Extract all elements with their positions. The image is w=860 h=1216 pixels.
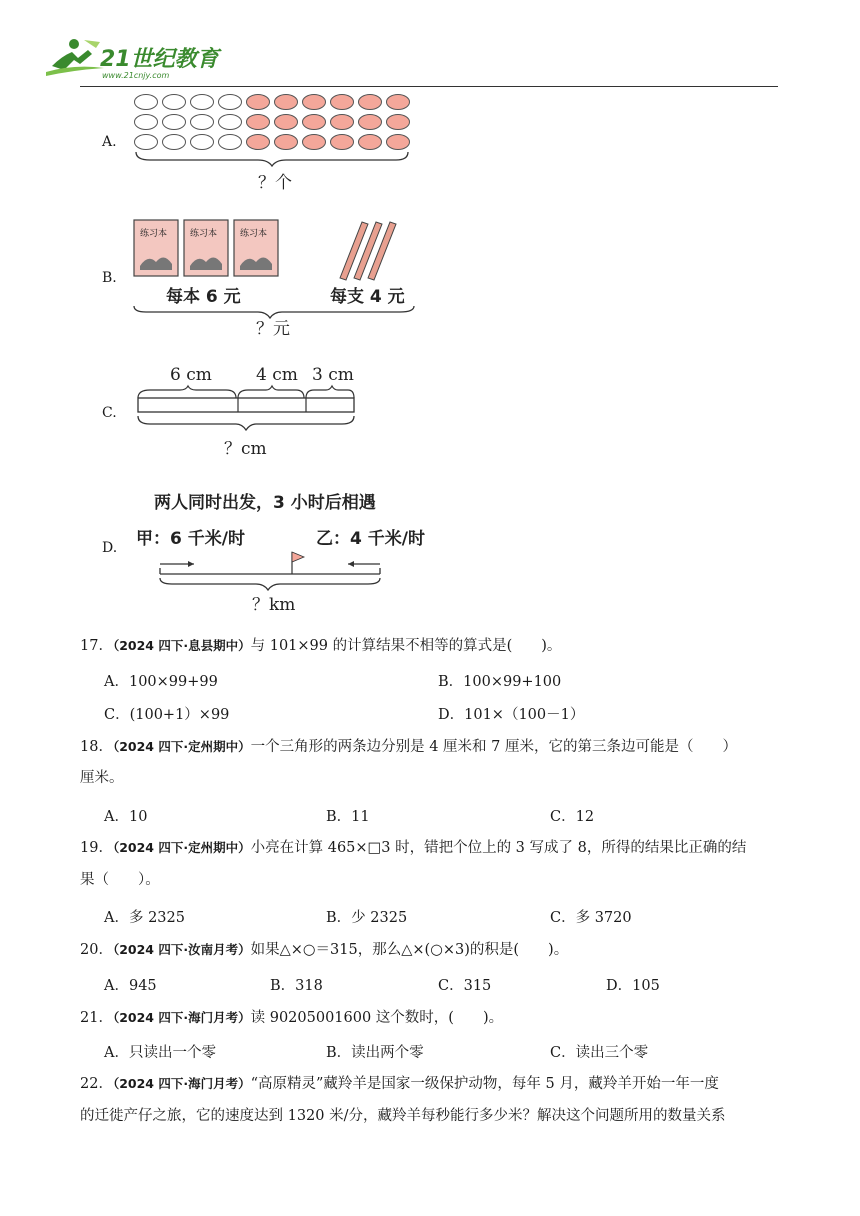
pencil-icon [340, 222, 396, 280]
empty-oval [135, 115, 158, 130]
question-text: 小亮在计算 465×□3 时，错把个位上的 3 写成了 8，所得的结果比正确的结 [250, 840, 747, 856]
figure-d-brace [160, 578, 380, 590]
question-text: “高原精灵”藏羚羊是国家一级保护动物，每年 5 月，藏羚羊开始一年一度 [250, 1076, 719, 1092]
question-number: 17． [80, 638, 113, 654]
question-19-continued: 果（ ）。 [80, 872, 160, 888]
question-source: （2024 四下·海门月考） [112, 1010, 251, 1025]
option-d[interactable]: D．105 [606, 978, 660, 994]
empty-oval [163, 115, 186, 130]
empty-oval [219, 115, 242, 130]
question-number: 21． [80, 1010, 113, 1026]
question-22-continued: 的迁徙产仔之旅，它的速度达到 1320 米/分，藏羚羊每秒能行多少米？解决这个问题所用的数量关系 [80, 1108, 726, 1124]
svg-text:练习本: 练习本 [140, 229, 168, 239]
question-source: （2024 四下·息县期中） [112, 638, 251, 653]
exercise-book-icon [134, 220, 178, 276]
option-c[interactable]: C．(100+1）×99 [104, 707, 230, 723]
filled-oval [247, 95, 270, 110]
question-18-continued: 厘米。 [80, 770, 124, 786]
filled-oval [359, 95, 382, 110]
filled-oval [275, 135, 298, 150]
empty-oval [219, 95, 242, 110]
question-17 [80, 636, 780, 656]
option-a[interactable]: A．945 [104, 978, 157, 994]
figure-b-diagram [130, 212, 430, 342]
filled-oval [275, 95, 298, 110]
filled-oval [247, 115, 270, 130]
figure-a-ovals [130, 92, 420, 196]
question-text: 如果△×○＝315，那么△×(○×3)的积是( )。 [250, 942, 569, 958]
empty-oval [191, 95, 214, 110]
pen-price-label: 每支 4 元 [330, 287, 405, 307]
option-b[interactable]: B．11 [326, 809, 370, 825]
question-text: 读 90205001600 这个数时，( )。 [250, 1010, 504, 1026]
svg-text:练习本: 练习本 [190, 229, 218, 239]
figure-c-total: ？cm [224, 439, 267, 459]
empty-oval [135, 135, 158, 150]
question-22 [80, 1074, 780, 1094]
option-c[interactable]: C．315 [438, 978, 492, 994]
question-19 [80, 838, 780, 858]
filled-oval [303, 115, 326, 130]
empty-oval [163, 135, 186, 150]
question-number: 18． [80, 739, 113, 755]
option-b[interactable]: B．100×99+100 [438, 674, 562, 690]
question-text: 一个三角形的两条边分别是 4 厘米和 7 厘米，它的第三条边可能是（ ） [250, 739, 737, 755]
figure-d-letter: D. [102, 540, 118, 556]
filled-oval [275, 115, 298, 130]
segment-1-label: 6 cm [170, 365, 212, 385]
figure-c-letter: C. [102, 405, 117, 421]
option-a[interactable]: A．100×99+99 [104, 674, 218, 690]
flag-icon [292, 552, 304, 574]
left-speed-label: 甲：6 千米/时 [136, 529, 245, 549]
question-20 [80, 940, 780, 960]
filled-oval [331, 115, 354, 130]
filled-oval [331, 95, 354, 110]
question-source: （2024 四下·海门月考） [112, 1076, 251, 1091]
question-source: （2024 四下·汝南月考） [112, 942, 251, 957]
figure-d-title: 两人同时出发，3 小时后相遇 [154, 493, 376, 513]
segment-bar [138, 398, 354, 412]
option-b[interactable]: B．读出两个零 [326, 1045, 424, 1061]
question-number: 22． [80, 1076, 113, 1092]
figure-a-letter: A. [102, 134, 117, 150]
right-arrow-icon [160, 561, 194, 567]
empty-oval [219, 135, 242, 150]
left-arrow-icon [348, 561, 380, 567]
figure-b-letter: B. [102, 270, 117, 286]
filled-oval [303, 95, 326, 110]
segment-3-label: 3 cm [312, 365, 354, 385]
option-b[interactable]: B．318 [270, 978, 323, 994]
site-logo [44, 36, 224, 82]
figure-a-label: ？个 [258, 173, 292, 193]
option-a[interactable]: A．10 [104, 809, 148, 825]
filled-oval [359, 115, 382, 130]
empty-oval [191, 135, 214, 150]
option-a[interactable]: A．只读出一个零 [104, 1045, 216, 1061]
empty-oval [135, 95, 158, 110]
option-d[interactable]: D．101×（100－1） [438, 707, 585, 723]
segment-2-label: 4 cm [256, 365, 298, 385]
filled-oval [359, 135, 382, 150]
filled-oval [331, 135, 354, 150]
question-source: （2024 四下·定州期中） [112, 840, 251, 855]
exercise-book-icon [184, 220, 228, 276]
empty-oval [163, 95, 186, 110]
filled-oval [303, 135, 326, 150]
book-price-label: 每本 6 元 [166, 287, 241, 307]
figure-d-diagram [130, 486, 440, 614]
question-21 [80, 1008, 780, 1028]
runner-logo-icon [46, 39, 104, 76]
exercise-book-icon [234, 220, 278, 276]
question-number: 20． [80, 942, 113, 958]
filled-oval [387, 115, 410, 130]
option-c[interactable]: C．12 [550, 809, 595, 825]
filled-oval [387, 95, 410, 110]
question-source: （2024 四下·定州期中） [112, 739, 251, 754]
figure-b-brace [134, 306, 414, 318]
figure-a-brace [136, 152, 408, 166]
figure-c-diagram [130, 360, 370, 464]
logo-text: 21世纪教育 [100, 47, 219, 72]
figure-d-total: ？km [252, 595, 296, 614]
header-divider [80, 86, 778, 87]
filled-oval [387, 135, 410, 150]
option-c[interactable]: C．读出三个零 [550, 1045, 649, 1061]
question-18 [80, 737, 780, 757]
figure-c-brace [138, 416, 354, 430]
option-b[interactable]: B．少 2325 [326, 910, 408, 926]
question-number: 19． [80, 840, 113, 856]
filled-oval [247, 135, 270, 150]
option-c[interactable]: C．多 3720 [550, 910, 632, 926]
option-a[interactable]: A．多 2325 [104, 910, 185, 926]
logo-url-text: www.21cnjy.com [102, 71, 170, 80]
empty-oval [191, 115, 214, 130]
svg-text:练习本: 练习本 [240, 229, 268, 239]
right-speed-label: 乙：4 千米/时 [316, 529, 425, 549]
figure-b-total: ？元 [256, 319, 290, 339]
question-text: 与 101×99 的计算结果不相等的算式是( )。 [250, 638, 562, 654]
